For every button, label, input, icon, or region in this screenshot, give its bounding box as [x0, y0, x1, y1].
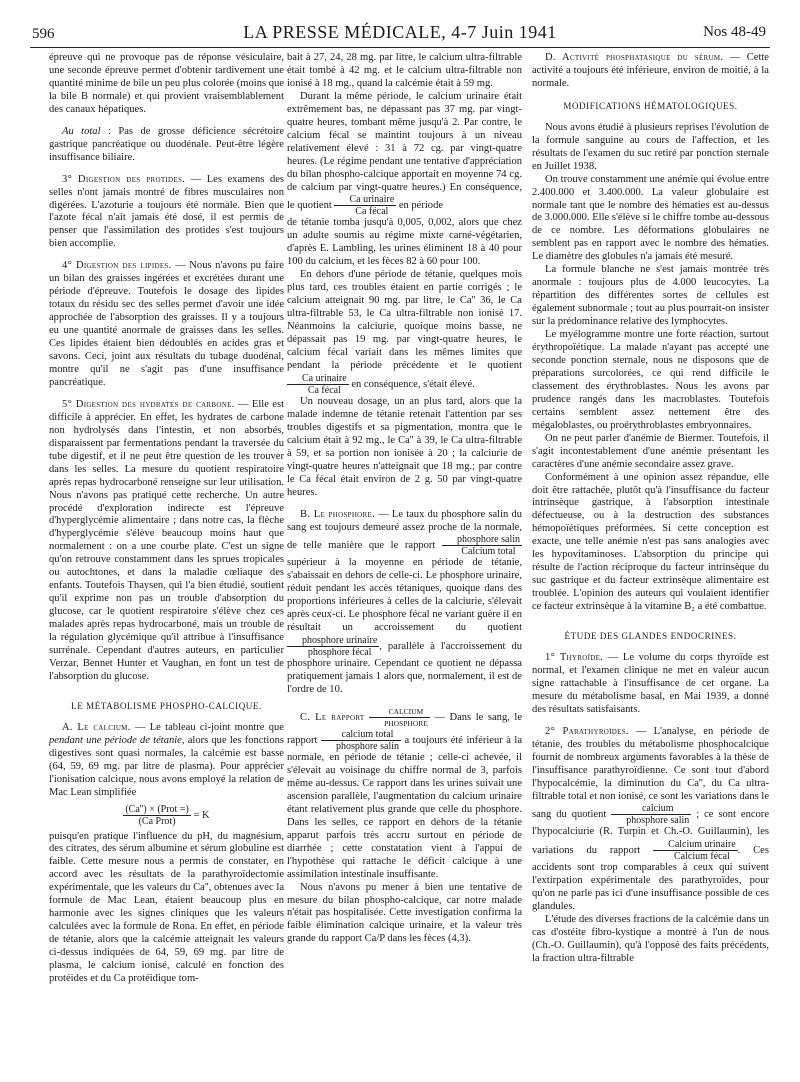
section-heading: LE MÉTABOLISME PHOSPHO-CALCIQUE. [71, 700, 262, 711]
issue-number: Nos 48-49 [703, 24, 766, 40]
paragraph: 5° Digestion des hydrates de carbone. — Elle est difficile à apprécier. En effet, les hydrates de carbone non hydrolysés dans l'intestin, et non absorbés, disparaissent par fermentations pendant la traversée du tube digestif, et il ne peut être question de les trouver dans les selles. La mesure du quotient respiratoire après repas hydrocarboné renseigne sur leur utilisation. Nous n'avons pas pratiqué cette recherche. Un autre procédé d'exploration indirecte est l'épreuve d'hyperglycémie alimentaire ; dans notre cas, la flèche d'hyperglycémie s'élève beaucoup moins haut que normalement : on a une courbe plate. C'est un signe qu'on retrouve constamment dans les sprues tropicales ou autochtones, et dans la maladie cœliaque des enfants. Toutefois Thaysen, qui l'a bien étudié, soutient qu'il exprime non pas un trouble d'absorption du glucose, car le quotient respiratoire s'élève chez ces malades après repas hydrocarboné, mais un trouble de la régulation glycémique qu'il attribue à l'insuffisance surrénale. Cependant d'autres auteurs, en particulier Verzar, Bennet Hunter et Vaughan, en font un test de l'absorption du glucose. [49, 398, 284, 682]
paragraph: Nous n'avons pu mener à bien une tentative de mesure du bilan phospho-calcique, car notre malade n'était pas hospitalisée. Cette investigation confirma la faible élimination calcique urinaire, et la valeur très grande du rapport Ca/P dans les fèces (4,3). [287, 881, 522, 945]
paragraph: 1° Thyroïde. — Le volume du corps thyroïde est normal, et l'examen clinique ne met en valeur aucun signe rattachable à l'insuffisance de cet organe. La mesure du métabolisme basal, en Mai 1939, a donné des résultats satisfaisants. [532, 651, 769, 715]
subheading: 2° Parathyroïdes. [545, 725, 629, 737]
paragraph: épreuve qui ne provoque pas de réponse vésiculaire, une seconde épreuve permet d'obtenir tardivement une quantité minime de bile un peu plus colorée (moins que la bile B normale) et qui provient vraisemblablement des canaux hépatiques. [49, 52, 284, 115]
paragraph: On trouve constamment une anémie qui évolue entre 2.400.000 et 3.400.000. La valeur globulaire est normale tant que le nombre des hématies est au-dessus de 3.000.000. Elle s'élève si le chiffre tombe au-dessous de ce nombre. Les déformations globulaires ne semblent pas en rapport avec le nombre des hématies. Le diamètre des globules n'a jamais été mesuré. [532, 173, 769, 263]
journal-title: LA PRESSE MÉDICALE, 4-7 Juin 1941 [243, 22, 557, 42]
fraction: $\frac{\text{CALCIUM}}{\text{PHOSPHORE}}$ [369, 706, 430, 729]
paragraph: 3° Digestion des protides. — Les examens des selles n'ont jamais montré de fibres musculaires non digérées. L'azoturie a toujours été normale. Bien que l'azote fécal n'ait jamais été dosé, il est permis de penser que l'assimilation des protides s'est toujours bien accomplie. [49, 173, 284, 250]
paragraph: B. Le phosphore. — Le taux du phosphore salin du sang est toujours demeuré assez proche de la normale, de telle manière que le rapport $\frac{\text{phosphore salin}}{\text{Calcium total}}$ supérieur à la moyenne en période de tétanie, s'abaissait en dehors de celle-ci. Le phosphore urinaire, réduit pendant les accès tétaniques, quoique dans des proportions inférieures à celles de la calciurie, s'élevait après ceux-ci. Le phosphore fécal ne variant guère il en résultait un accroissement du quotient $\frac{\text{phosphore urinaire}}{\text{phosphore fécal}}$ , parallèle à l'accroissement du phosphore urinaire. Cependant ce quotient ne dépassa pratiquement jamais 1 alors que, normalement, il est de l'ordre de 10. [287, 508, 522, 696]
paragraph: A. Le calcium. — Le tableau ci-joint montre que pendant une période de tétanie, alors que les fonctions digestives sont quasi normales, la calcémie est basse (64, 59, 69 mg. par litre de plasma). Pour apprécier l'ionisation calcique, nous avons employé la relation de Mac Lean simplifiée [49, 721, 285, 798]
fraction: $\frac{\text{calcium}}{\text{phosphore salin}}$ [611, 803, 691, 826]
page-header [0, 0, 800, 50]
section-heading: ÉTUDE DES GLANDES ENDOCRINES. [564, 631, 737, 642]
paragraph: L'étude des diverses fractions de la calcémie dans un cas d'ostéite fibro-kystique a montré à l'un de nous (Ch.-O. Guillaumin), qu'à l'opposé des faits précédents, la fraction ultra-filtrable [532, 914, 769, 965]
paragraph: La formule blanche ne s'est jamais montrée très anormale : toujours plus de 4.000 leucocytes. La répartition des différentes sortes de cellules est également subnormale ; tout au plus pourrait-on insister sur la prédominance relative des lymphocytes. [532, 264, 769, 328]
paragraph: Nous avons étudié à plusieurs reprises l'évolution de la formule sanguine au cours de l'affection, et les résultats de l'examen du suc retiré par ponction sternale en Juillet 1938. [532, 121, 769, 172]
fraction: $\frac{\text{Ca urinaire}}{\text{Ca fécal}}$ [287, 373, 349, 396]
subheading: B. Le phosphore. [300, 508, 376, 520]
column-2 [287, 52, 522, 946]
subheading: 5° Digestion des hydrates de carbone. [62, 398, 235, 410]
column-3 [532, 52, 769, 966]
fraction: $\frac{\text{Calcium urinaire}}{\text{Calcium fécal}}$ [653, 839, 737, 862]
paragraph: Au total : Pas de grosse déficience sécrétoire gastrique pancréatique ou duodénale. Peut-être légère insuffisance biliaire. [49, 125, 285, 163]
fraction: $\frac{\text{calcium total}}{\text{phosphore salin}}$ [321, 729, 401, 752]
paragraph: Durant la même période, le calcium urinaire était extrêmement bas, ne dépassant pas 37 mg. par vingt-quatre heures, tombant même jusqu'à 2. Par contre, le calcium fécal se maintint toujours à un niveau relativement élevé : 31 à 72 cg. par vingt-quatre heures. (Le régime pendant une tentative d'appréciation du bilan phospho-calcique apportait en moyenne 74 cg. de calcium par vingt-quatre heures.) En conséquence, le quotient $\frac{\text{Ca urinaire}}{\text{Ca fécal}}$ en période [287, 90, 522, 218]
paragraph: En dehors d'une période de tétanie, quelques mois plus tard, ces troubles étaient en partie corrigés ; le calcium atteignait 90 mg. par litre, le Ca'' 36, le Ca ultra-filtrable 53, le Ca ultra-filtrable non ionisé 17. Néanmoins la calciurie, quoique moins basse, ne dépassait pas 19 mg. par vingt-quatre heures, le calcium fécal variait dans les mêmes limites que pendant la période précédente et le quotient $\frac{\text{Ca urinaire}}{\text{Ca fécal}}$ en conséquence, s'était élevé. [287, 269, 522, 396]
paragraph: D. Activité phosphatasique du sérum. — Cette activité a toujours été inférieure, environ de moitié, à la normale. [532, 52, 769, 89]
paragraph: bait à 27, 24, 28 mg. par litre, le calcium ultra-filtrable était tombé à 42 mg. et le calcium ultra-filtrable non ionisé à 18 mg., quand la calcémie était à 59 mg. [287, 52, 522, 89]
page-number: 596 [32, 26, 55, 42]
paragraph: 4° Digestion des lipides. — Nous n'avons pu faire un bilan des graisses ingérées et excrétées durant une période d'épreuve. Toutefois le dosage des lipides totaux du résidu sec des selles permet d'avoir une idée approchée de l'absorption des graisses. Il y a toujours eu une quantité anormale de graisses dans les selles. Ces lipides étaient bien dédoublés en acides gras et savons. Ceci, joint aux résultats du tubage duodénal, montre qu'il ne s'agit pas d'une insuffisance pancréatique. [49, 260, 284, 388]
subheading: 1° Thyroïde. [545, 651, 604, 663]
subheading: D. Activité phosphatasique du sérum. [545, 52, 724, 63]
header-rule [30, 47, 770, 48]
paragraph: Le myélogramme montre une forte réaction, surtout érythropoïétique. La malade n'ayant pas accepté une seconde ponction sternale, nous ne disposons que de préparations surcolorées, ce qui rend difficile le classement des érythroblastes. Nous les avons par prudence rangés dans les macroblastes. Toutefois certains semblent assez nettement être des mégaloblastes, ou proérythroblastes embryonnaires. [532, 329, 769, 431]
paragraph: On ne peut parler d'anémie de Biermer. Toutefois, il s'agit incontestablement d'une anémie présentant les caractères d'une anémie secondaire assez grave. [532, 432, 769, 470]
subheading: C. Le rapport [300, 711, 365, 723]
mac-lean-formula: $\frac{\text{(Ca'') × (Prot =)}}{\text{(Ca Prot)}}$ = K [125, 803, 210, 827]
paragraph: de tétanie tomba jusqu'à 0,005, 0,002, alors que chez un adulte soumis au régime mixte carné-végétarien, d'après E. Lambling, les urines éliminent 18 à 40 pour 100 du calcium, et les fèces 82 à 60 pour 100. [287, 217, 522, 268]
subheading: A. Le calcium. [62, 721, 131, 733]
paragraph: puisqu'en pratique l'influence du pH, du magnésium, des citrates, des sérum albumine et sérum globuline est faible. Cette mesure nous a permis de constater, en accord avec les résultats de la parathyroïdectomie expérimentale, que les valeurs du Ca'', obtenues avec la formule de Mac Lean, étaient beaucoup plus en harmonie avec les signes cliniques que les valeurs calculées avec la formule de Rona. En effet, en période de tétanie, alors que la calcémie atteignait les valeurs ci-dessus indiquées de 64, 59, 69 mg. par litre de plasma, le calcium ionisé, calculé en fonction des protéides et du Ca protéidique tom- [49, 830, 284, 984]
column-1 [49, 52, 284, 986]
fraction: $\frac{\text{Ca urinaire}}{\text{Ca fécal}}$ [334, 194, 396, 217]
paragraph: C. Le rapport $\frac{\text{CALCIUM}}{\text{PHOSPHORE}}$ — Dans le sang, le rapport $\frac{\text{calcium total}}{\text{phosphore salin}}$ a toujours été inférieur à la normale, en période de tétanie ; celle-ci achevée, il s'élevait au voisinage du chiffre normal de 3, parfois même au-dessus. Ce rapport dans les urines suivait une ascension parallèle, l'augmentation du calcium urinaire étant relativement plus grande que celle du phosphore. Dans les selles, ce rapport en dehors de la tétanie apparut parfois très accru surtout en période de diarrhée ; cette constatation vient à l'appui de l'hypothèse qui rattache le déficit calcique à une assimilation intestinale insuffisante. [287, 707, 523, 880]
subheading: 4° Digestion des lipides. [62, 260, 172, 272]
paragraph: Conformément à une opinion assez répandue, elle doit être rattachée, plutôt qu'à l'insuffisance du facteur intrinsèque gastrique, à l'absorption intestinale défectueuse, ou à la destruction des substances hémopoïétiques préformées. Si cette conception est exacte, une telle anémie n'est pas sans analogies avec les hypovitaminoses. L'absorption du principe qui résulte de l'action réciproque du facteur intrinsèque du suc gastrique et du facteur extrinsèque alimentaire est troublée. L'opinion des auteurs qui voulaient identifier ce facteur extrinsèque à la vitamine B₂ a été combattue. [532, 471, 769, 613]
fraction: $\frac{\text{phosphore urinaire}}{\text{phosphore fécal}}$ [287, 635, 379, 658]
subheading: 3° Digestion des protides. [62, 173, 186, 185]
paragraph: Un nouveau dosage, un an plus tard, alors que la malade indemne de tétanie retenait l'attention par ses troubles digestifs et sa pigmentation, montra que le calcium était à 92 mg., le Ca'' à 39, le Ca ultra-filtrable à 59, et sa portion non ionisée à 20 ; la calciurie de vingt-quatre heures n'atteignait que 18 mg.; par contre le Ca fécal était environ de 2 g. 50 par vingt-quatre heures. [287, 395, 522, 498]
fraction: $\frac{\text{phosphore salin}}{\text{Calcium total}}$ [442, 534, 522, 557]
section-heading: MODIFICATIONS HÉMATOLOGIQUES. [563, 100, 738, 111]
paragraph: 2° Parathyroïdes. — L'analyse, en période de tétanie, des troubles du métabolisme phosphocalcique fournit de nombreux arguments favorables à la thèse de l'insuffisance parathyroïdienne. Ce sont tout d'abord l'hypocalcémie, la diminution du Ca'', du Ca ultra-filtrable total et non ionisé, ce sont les variations dans le sang du quotient $\frac{\text{calcium}}{\text{phosphore salin}}$ ; ce sont encore l'hypocalciurie (R. Turpin et Ch.-O. Guillaumin), les variations du rapport $\frac{\text{Calcium urinaire}}{\text{Calcium fécal}}$ . Ces accidents sont trop comparables à ceux qui suivent l'extirpation expérimentale des parathyroïdes, pour qu'on ne parle pas ici d'une insuffisance possible de ces glandules. [532, 725, 770, 913]
